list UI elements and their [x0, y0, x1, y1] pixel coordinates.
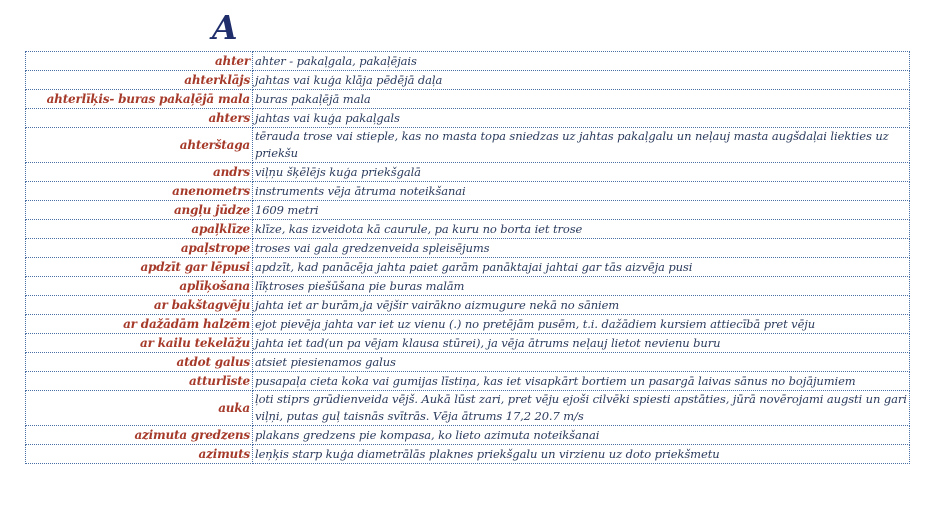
glossary-row	[26, 277, 910, 296]
glossary-row	[26, 353, 910, 372]
glossary-row	[26, 391, 910, 426]
glossary-definition: instruments vēja ātruma noteikšanai	[253, 182, 910, 201]
glossary-term: angļu jūdze	[26, 201, 253, 220]
glossary-definition: plakans gredzens pie kompasa, ko lieto azimuta noteikšanai	[253, 426, 910, 445]
glossary-definition: atsiet piesienamos galus	[253, 353, 910, 372]
glossary-row	[26, 201, 910, 220]
glossary-term: apdzīt gar lēpusi	[26, 258, 253, 277]
glossary-definition: ļoti stiprs grūdienveida vējš. Aukā lūst zari, pret vēju ejoši cilvēki spiesti apstāties, jūrā novērojami augsti un gari viļņi, putas guļ taisnās svītrās. Vēja ātrums 17,2 20.7 m/s	[253, 391, 910, 426]
glossary-term: ahter	[26, 52, 253, 71]
glossary-row	[26, 315, 910, 334]
glossary-definition: troses vai gala gredzenveida spleisējums	[253, 239, 910, 258]
glossary-definition: līķtroses piešūšana pie buras malām	[253, 277, 910, 296]
glossary-row	[26, 445, 910, 464]
glossary-definition: jahtas vai kuģa pakaļgals	[253, 109, 910, 128]
glossary-definition: ejot pievēja jahta var iet uz vienu (.) no pretējām pusēm, t.i. dažādiem kursiem attiecībā pret vēju	[253, 315, 910, 334]
glossary-row	[26, 52, 910, 71]
glossary-definition: tērauda trose vai stieple, kas no masta topa sniedzas uz jahtas pakaļgalu un neļauj masta augšdaļai liekties uz priekšu	[253, 128, 910, 163]
glossary-definition: pusapaļa cieta koka vai gumijas līstiņa, kas iet visapkārt bortiem un pasargā laivas sānus no bojājumiem	[253, 372, 910, 391]
glossary-term: apaļklīze	[26, 220, 253, 239]
glossary-term: ar bakštagvēju	[26, 296, 253, 315]
glossary-term: ahterštaga	[26, 128, 253, 163]
glossary-term: ahterlīķis- buras pakaļējā mala	[26, 90, 253, 109]
glossary-row	[26, 220, 910, 239]
glossary-definition: buras pakaļējā mala	[253, 90, 910, 109]
glossary-row	[26, 109, 910, 128]
glossary-term: azimuts	[26, 445, 253, 464]
glossary-definition: klīze, kas izveidota kā caurule, pa kuru no borta iet trose	[253, 220, 910, 239]
glossary-definition: jahtas vai kuģa klāja pēdējā daļa	[253, 71, 910, 90]
glossary-row	[26, 128, 910, 163]
glossary-term: ahterklājs	[26, 71, 253, 90]
glossary-term: ar kailu tekelāžu	[26, 334, 253, 353]
glossary-term: apaļstrope	[26, 239, 253, 258]
glossary-term: auka	[26, 391, 253, 426]
glossary-row	[26, 163, 910, 182]
glossary-term: ahters	[26, 109, 253, 128]
glossary-row	[26, 90, 910, 109]
glossary-term: andrs	[26, 163, 253, 182]
glossary-definition: jahta iet tad(un pa vējam klausa stūrei), ja vēja ātrums neļauj lietot nevienu buru	[253, 334, 910, 353]
glossary-term: azimuta gredzens	[26, 426, 253, 445]
section-letter: A	[212, 8, 238, 47]
glossary-term: atdot galus	[26, 353, 253, 372]
glossary-row	[26, 182, 910, 201]
glossary-table	[25, 51, 910, 464]
glossary-term: atturlīste	[26, 372, 253, 391]
glossary-definition: leņķis starp kuģa diametrālās plaknes priekšgalu un virzienu uz doto priekšmetu	[253, 445, 910, 464]
glossary-row	[26, 239, 910, 258]
glossary-row	[26, 334, 910, 353]
glossary-row	[26, 296, 910, 315]
glossary-row	[26, 426, 910, 445]
glossary-definition: 1609 metri	[253, 201, 910, 220]
glossary-definition: apdzīt, kad panācēja jahta paiet garām panāktajai jahtai gar tās aizvēja pusi	[253, 258, 910, 277]
glossary-definition: jahta iet ar burām,ja vējšir vairāknо aizmugure nekā no sāniem	[253, 296, 910, 315]
glossary-row	[26, 71, 910, 90]
glossary-term: ar dažādām halzēm	[26, 315, 253, 334]
glossary-term: anenometrs	[26, 182, 253, 201]
glossary-row	[26, 258, 910, 277]
glossary-term: aplīķošana	[26, 277, 253, 296]
glossary-definition: viļņu šķēlējs kuģa priekšgalā	[253, 163, 910, 182]
glossary-row	[26, 372, 910, 391]
glossary-definition: ahter - pakaļgala, pakaļējais	[253, 52, 910, 71]
